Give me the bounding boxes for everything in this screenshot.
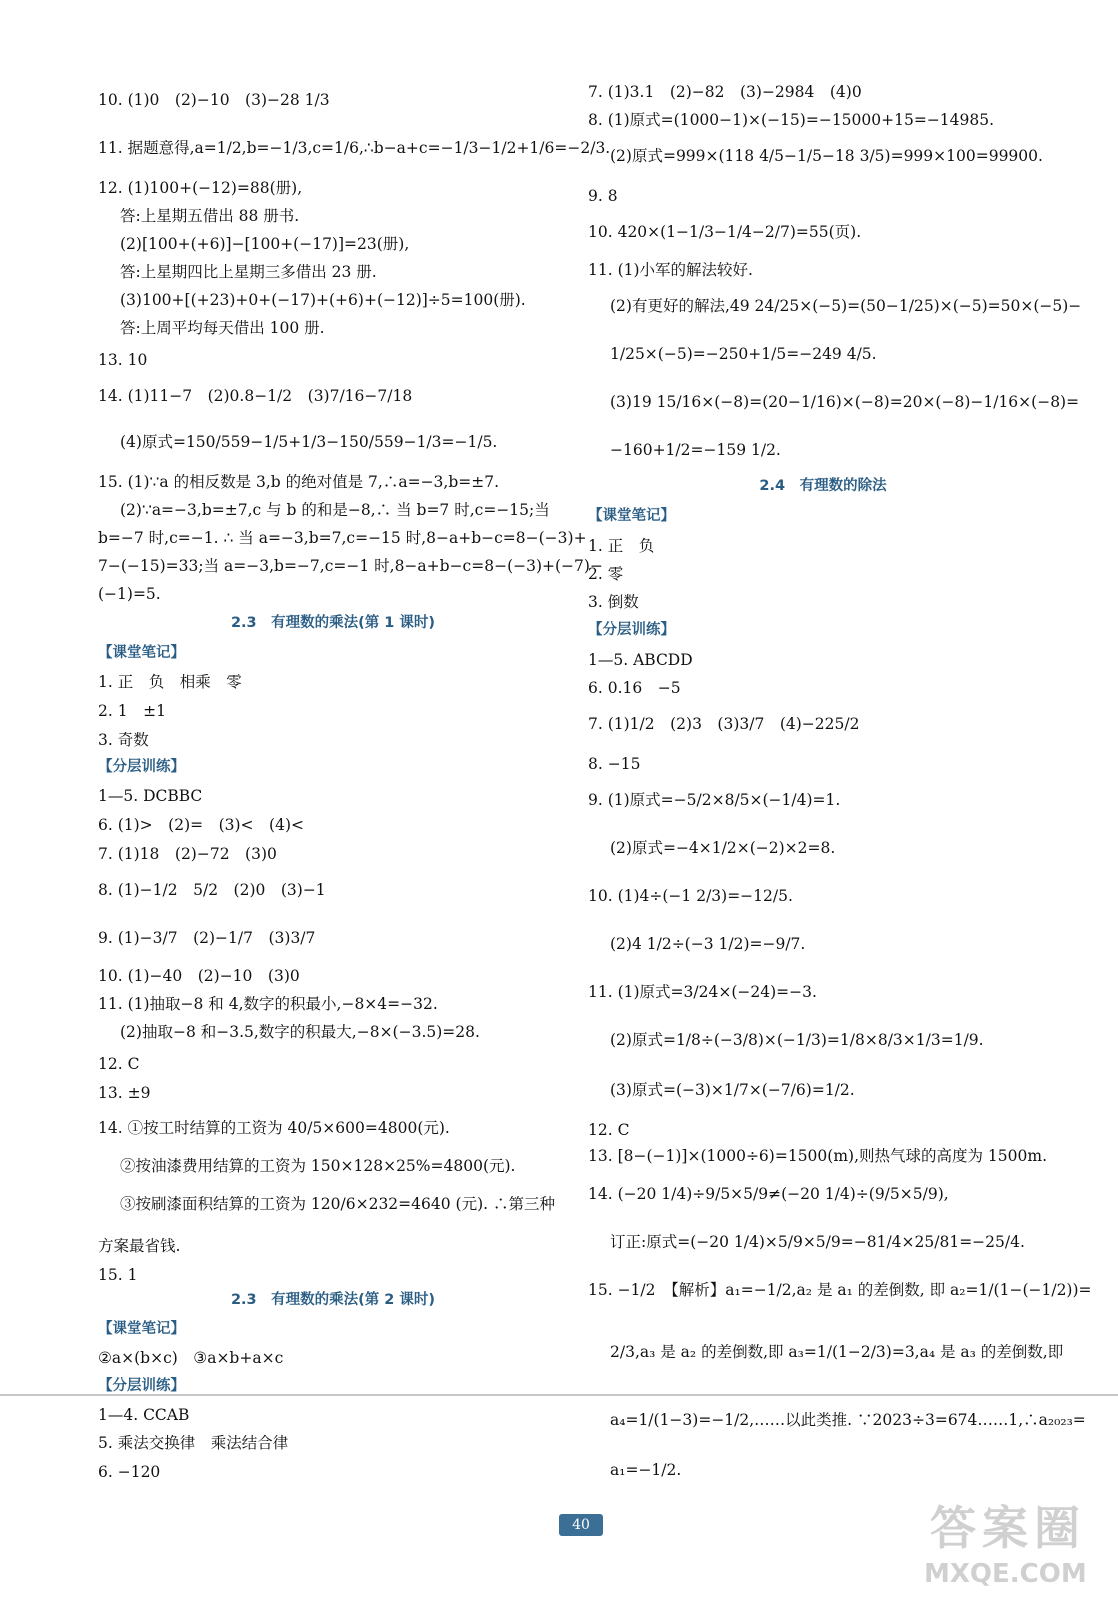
answer-9: 9. 8: [588, 187, 618, 205]
answer-line: 14. (−20 1/4)÷9/5×5/9≠(−20 1/4)÷(9/5×5/9),: [588, 1185, 949, 1203]
answer-11: 11. (1)小军的解法较好.: [588, 261, 753, 279]
answer-10: 10. (1)0 (2)−10 (3)−28 1/3: [98, 91, 330, 109]
answer-line: 6. (1)> (2)= (3)< (4)<: [98, 816, 304, 834]
answer-line: (2)有更好的解法,49 24/25×(−5)=(50−1/25)×(−5)=50×(−5)−: [610, 297, 1082, 315]
answer-line: (2)∵a=−3,b=±7,c 与 b 的和是−8,∴ 当 b=7 时,c=−15;当: [120, 501, 550, 519]
watermark-text: 答案圈: [930, 1501, 1086, 1555]
section-tag: 【分层训练】: [588, 622, 675, 638]
answer-line: (2)[100+(+6)]−[100+(−17)]=23(册),: [120, 235, 410, 253]
answer-line: 15. 1: [98, 1266, 138, 1284]
answer-line: 答:上星期四比上星期三多借出 23 册.: [120, 263, 377, 281]
answer-line: 11. (1)抽取−8 和 4,数字的积最小,−8×4=−32.: [98, 995, 438, 1013]
answer-line: (−1)=5.: [98, 585, 161, 603]
answer-line: ③按刷漆面积结算的工资为 120/6×232=4640 (元). ∴第三种: [120, 1195, 555, 1213]
answer-line: 方案最省钱.: [98, 1237, 181, 1255]
answer-line: 13. ±9: [98, 1084, 151, 1102]
answer-12: 12. (1)100+(−12)=88(册),: [98, 179, 303, 197]
answer-line: 答:上星期五借出 88 册书.: [120, 207, 300, 225]
section-tag: 【课堂笔记】: [98, 645, 185, 661]
section-tag: 【课堂笔记】: [98, 1321, 185, 1337]
answer-15: 15. (1)∵a 的相反数是 3,b 的绝对值是 7,∴a=−3,b=±7.: [98, 473, 500, 491]
answer-line: 1/25×(−5)=−250+1/5=−249 4/5.: [610, 345, 877, 363]
answer-line: 12. C: [98, 1055, 140, 1073]
answer-line: 1—4. CCAB: [98, 1406, 190, 1424]
answer-13: 13. 10: [98, 351, 148, 369]
answer-7: 7. (1)3.1 (2)−82 (3)−2984 (4)0: [588, 83, 862, 101]
answer-line: (2)原式=1/8÷(−3/8)×(−1/3)=1/8×8/3×1/3=1/9.: [610, 1031, 984, 1049]
answer-line: (3)19 15/16×(−8)=(20−1/16)×(−8)=20×(−8)−1/16×(−8)=: [610, 393, 1080, 411]
answer-11: 11. 据题意得,a=1/2,b=−1/3,c=1/6,∴b−a+c=−1/3−1/2+1/6=−2/3.: [98, 139, 611, 157]
answer-line: 1. 正 负: [588, 537, 655, 555]
section-tag: 【分层训练】: [98, 1378, 185, 1394]
answer-line: (3)100+[(+23)+0+(−17)+(+6)+(−12)]÷5=100(册).: [120, 291, 526, 309]
section-tag: 【课堂笔记】: [588, 508, 675, 524]
answer-line: (3)原式=(−3)×1/7×(−7/6)=1/2.: [610, 1081, 855, 1099]
answer-line: 1—5. ABCDD: [588, 651, 693, 669]
section-title: 2.3 有理数的乘法(第 1 课时): [230, 615, 436, 631]
answer-line: 15. −1/2 【解析】a₁=−1/2,a₂ 是 a₁ 的差倒数, 即 a₂=1/(1−(−1/2))=: [588, 1281, 1092, 1299]
answer-line: ②a×(b×c) ③a×b+a×c: [98, 1349, 284, 1367]
section-title: 2.4 有理数的除法: [759, 478, 887, 494]
answer-14: 14. (1)11−7 (2)0.8−1/2 (3)7/16−7/18: [98, 387, 413, 405]
answer-10: 10. 420×(1−1/3−1/4−2/7)=55(页).: [588, 223, 862, 241]
answer-line: 10. (1)−40 (2)−10 (3)0: [98, 967, 300, 985]
answer-line: 订正:原式=(−20 1/4)×5/9×5/9=−81/4×25/81=−25/4.: [610, 1233, 1025, 1251]
section-title: 2.3 有理数的乘法(第 2 课时): [230, 1292, 436, 1308]
answer-line: 6. 0.16 −5: [588, 679, 681, 697]
answer-line: 2/3,a₃ 是 a₂ 的差倒数,即 a₃=1/(1−2/3)=3,a₄ 是 a₃ 的差倒数,即: [610, 1343, 1064, 1361]
answer-line: 9. (1)−3/7 (2)−1/7 (3)3/7: [98, 929, 316, 947]
answer-line: 3. 倒数: [588, 593, 639, 611]
answer-line: 8. (1)−1/2 5/2 (2)0 (3)−1: [98, 881, 326, 899]
answer-line: 11. (1)原式=3/24×(−24)=−3.: [588, 983, 817, 1001]
answer-line: 12. C: [588, 1121, 630, 1139]
answer-line: 14. ①按工时结算的工资为 40/5×600=4800(元).: [98, 1119, 450, 1137]
answer-line: 答:上周平均每天借出 100 册.: [120, 319, 325, 337]
answer-line: b=−7 时,c=−1. ∴ 当 a=−3,b=7,c=−15 时,8−a+b−c=8−(−3)+: [98, 529, 587, 547]
answer-line: (2)原式=−4×1/2×(−2)×2=8.: [610, 839, 836, 857]
answer-line: 1—5. DCBBC: [98, 787, 203, 805]
answer-line: (2)4 1/2÷(−3 1/2)=−9/7.: [610, 935, 806, 953]
answer-line: 3. 奇数: [98, 731, 149, 749]
answer-line: (4)原式=150/559−1/5+1/3−150/559−1/3=−1/5.: [120, 433, 498, 451]
page-number: 40: [559, 1514, 603, 1536]
answer-line: 2. 1 ±1: [98, 702, 166, 720]
answer-line: a₄=1/(1−3)=−1/2,……以此类推. ∵2023÷3=674……1,∴a₂₀₂₃=: [610, 1411, 1086, 1429]
answer-line: a₁=−1/2.: [610, 1461, 682, 1479]
answer-line: 2. 零: [588, 565, 624, 583]
answer-line: 7. (1)1/2 (2)3 (3)3/7 (4)−225/2: [588, 715, 860, 733]
answer-line: 5. 乘法交换律 乘法结合律: [98, 1434, 289, 1452]
answer-line: 6. −120: [98, 1463, 161, 1481]
watermark-url: MXQE.COM: [924, 1559, 1087, 1589]
answer-line: 1. 正 负 相乘 零: [98, 673, 242, 691]
answer-line: 7. (1)18 (2)−72 (3)0: [98, 845, 277, 863]
answer-line: 10. (1)4÷(−1 2/3)=−12/5.: [588, 887, 793, 905]
answer-line: 9. (1)原式=−5/2×8/5×(−1/4)=1.: [588, 791, 841, 809]
answer-line: 7−(−15)=33;当 a=−3,b=−7,c=−1 时,8−a+b−c=8−(−3)+(−7)−: [98, 557, 603, 575]
answer-line: (2)原式=999×(118 4/5−1/5−18 3/5)=999×100=99900.: [610, 147, 1043, 165]
answer-line: (2)抽取−8 和−3.5,数字的积最大,−8×(−3.5)=28.: [120, 1023, 480, 1041]
watermark: [920, 1500, 1105, 1595]
answer-line: −160+1/2=−159 1/2.: [610, 441, 781, 459]
answer-line: 13. [8−(−1)]×(1000÷6)=1500(m),则热气球的高度为 1500m.: [588, 1147, 1047, 1165]
answer-8: 8. (1)原式=(1000−1)×(−15)=−15000+15=−14985.: [588, 111, 995, 129]
section-tag: 【分层训练】: [98, 759, 185, 775]
answer-line: ②按油漆费用结算的工资为 150×128×25%=4800(元).: [120, 1157, 516, 1175]
answer-line: 8. −15: [588, 755, 641, 773]
scan-fold-line: [0, 1394, 1118, 1396]
